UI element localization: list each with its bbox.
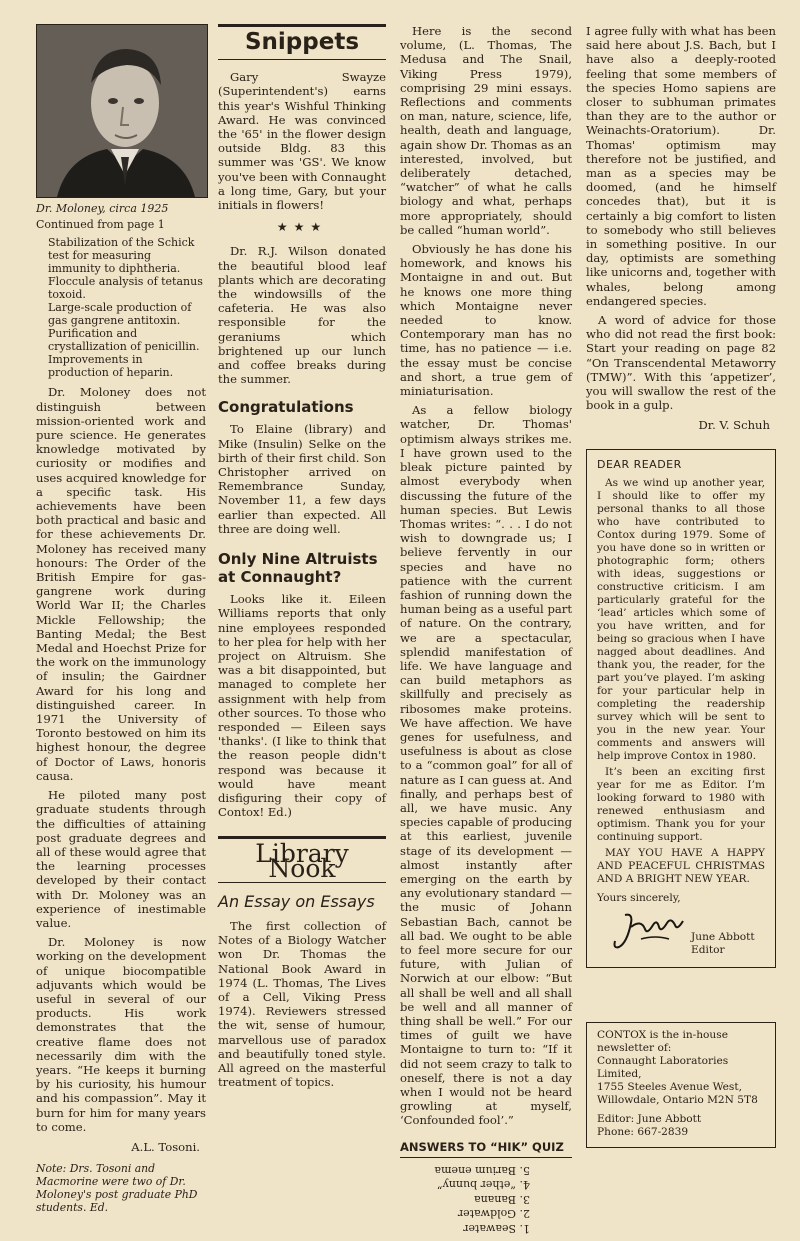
body-paragraph: He piloted many post graduate students through the difficulties of attaining post graduate degrees and all of these would agree that the learning processes developed by their contact with Dr. Moloney was an experience of inestimable value.: [36, 788, 206, 930]
moloney-portrait-photo: [36, 24, 208, 198]
author-signature: A.L. Tosoni.: [131, 1139, 200, 1154]
column-schuh: [586, 24, 776, 1148]
list-item: Large-scale production of gas gangrene antitoxin.: [48, 301, 192, 328]
body-paragraph: The first collection of Notes of a Biology Watcher won Dr. Thomas the National Book Award in 1974 (L. Thomas, The Lives of a Cell, Viking Press 1974). Reviewers stressed the wit, sense of humour, marvellous use of paradox and beautifully toned style. All agreed on the masterful treatment of topics.: [218, 918, 386, 1090]
congratulations-heading: Congratulations: [218, 398, 354, 417]
list-item: Stabilization of the Schick test for measuring immunity to diphtheria.: [48, 236, 195, 276]
list-item: Purification and crystallization of penicillin.: [48, 327, 200, 354]
body-paragraph: A word of advice for those who did not read the first book: Start your reading on page 82 “On Transcendental Metaworry (TMW)”. With this ‘appetizer’, you will swallow the rest of the book in a gulp.: [586, 313, 776, 413]
list-item: 5. Barium enema: [434, 1163, 530, 1177]
altruists-heading: Only Nine Altruists at Connaught?: [218, 550, 378, 587]
body-paragraph: Obviously he has done his homework, and knows his Montaigne in and out. But he knows one more thing which Montaigne never needed to know. Contemporary man has no time, has no patience — i.e. the essay must be concise and short, a true gem of miniaturisation.: [400, 242, 572, 399]
column-essay: [400, 24, 572, 1241]
address-line: Willowdale, Ontario M2N 5T8: [597, 1093, 758, 1106]
library-nook-title: Library Nook: [255, 839, 349, 883]
dear-reader-box: [586, 449, 776, 968]
body-paragraph: Dr. Moloney does not distinguish between mission-oriented work and pure science. He generates knowledge motivated by curiosity or modifies and uses acquired knowledge for a specific task. His achievements have been both practical and basic and for these achievements Dr. Moloney has received many honours: The Order of the British Empire for gas-gangrene work during World War II; the Charles Mickle Fellowship; the Banting Medal; the Best Medal and Hoechst Prize for the work on the immunology of insulin; the Gairdner Award for his long and distinguished career. In 1971 the University of Toronto bestowed on him its highest honour, the degree of Doctor of Laws, honoris causa.: [36, 385, 206, 783]
list-item: Floccule analysis of tetanus toxoid.: [48, 275, 203, 302]
continued-note: Continued from page 1: [36, 218, 165, 232]
list-item: 2. Goldwater: [457, 1207, 530, 1221]
photo-caption: Dr. Moloney, circa 1925: [36, 202, 169, 215]
phone-line: Phone: 667-2839: [597, 1125, 689, 1138]
body-paragraph: Gary Swayze (Superintendent's) earns this year's Wishful Thinking Award. He was convinced the '65' in the flower design outside Bldg. 83 this summer was 'GS'. We know you've been with Connaught a long time, Gary, but your initials in flowers!: [218, 70, 386, 213]
editor-note: Note: Drs. Tosoni and Macmorine were two of Dr. Moloney's post graduate PhD students. Ed.: [36, 1162, 198, 1215]
body-paragraph: Looks like it. Eileen Williams reports that only nine employees responded to her plea for help with her project on Altruism. She was a bit disappointed, but managed to complete her assignment with help from other sources. To those who responded — Eileen says 'thanks'. (I like to think that the reason people didn't respond was because it would have meant disfiguring their copy of Contox! Ed.): [218, 592, 386, 820]
column-snippets: [218, 24, 386, 1094]
contox-info-box: [586, 1022, 776, 1148]
newsletter-description: CONTOX is the in-house newsletter of:: [597, 1028, 728, 1054]
column-moloney: [36, 24, 206, 1214]
dear-reader-heading: DEAR READER: [597, 457, 682, 471]
body-paragraph: I agree fully with what has been said here about J.S. Bach, but I have also a deeply-rooted feeling that some members of the species Homo sapiens are closer to subhuman primates than they are to the author or Weinachts-Oratorium). Dr. Thomas' optimism may therefore not be justified, and man as a species may be doomed, (and he himself concedes that), but it is certainly a big comfort to listen to somebody who still believes in something positive. In our day, optimists are something like unicorns and, together with whales, belong among endangered species.: [586, 24, 776, 308]
holiday-greeting: MAY YOU HAVE A HAPPY AND PEACEFUL CHRISTMAS AND A BRIGHT NEW YEAR.: [597, 846, 765, 885]
essay-subheading: An Essay on Essays: [218, 891, 375, 911]
body-paragraph: As we wind up another year, I should like to offer my personal thanks to all those who have contributed to Contox during 1979. Some of you have done so in written or photographic form; others with ideas, suggestions or constructive criticism. I am particularly grateful for the ‘lead’ articles which some of you have written, and for being so gracious when I have nagged about deadlines. And thank you, the reader, for the part you’ve played. I’m asking for your particular help in completing the readership survey which will be sent to you in the new year. Your comments and answers will help improve Contox in 1980.: [597, 476, 765, 762]
company-name: Connaught Laboratories Limited,: [597, 1054, 729, 1080]
editor-name: June Abbott: [691, 930, 755, 943]
body-paragraph: To Elaine (library) and Mike (Insulin) Selke on the birth of their first child. Son Christopher arrived on Remembrance Sunday, November 11, a few days earlier than expected. All three are doing well.: [218, 422, 386, 536]
quiz-answers-upside-down: [400, 1158, 572, 1241]
editor-line: Editor: June Abbott: [597, 1112, 702, 1125]
closing-line: Yours sincerely,: [597, 891, 681, 904]
address-line: 1755 Steeles Avenue West,: [597, 1080, 742, 1093]
list-item: 4. “ether bunny”: [436, 1178, 530, 1192]
section-stars: ★★★: [276, 220, 328, 235]
body-paragraph: Here is the second volume, (L. Thomas, The Medusa and The Snail, Viking Press 1979), comprising 29 mini essays. Reflections and comments on man, nature, science, life, health, death and language, again show Dr. Thomas as an interested, involved, but deliberately detached, “watcher” of what he calls biology and what, perhaps more appropriately, should be called “human world”.: [400, 24, 572, 237]
snippets-title: Snippets: [244, 29, 360, 55]
body-paragraph: It’s been an exciting first year for me as Editor. I’m looking forward to 1980 with renewed enthusiasm and optimism. Thank you for your continuing support.: [597, 765, 765, 843]
handwritten-signature-icon: [611, 909, 691, 953]
body-paragraph: Dr. Moloney is now working on the development of unique biocompatible adjuvants which would be useful in several of our products. His work demonstrates that the creative flame does not necessarily dim with the years. “He keeps it burning by his curiosity, his humour and his compassion”. May it burn for him for many years to come.: [36, 935, 206, 1134]
author-signature: Dr. V. Schuh: [698, 418, 770, 433]
list-item: Improvements in production of heparin.: [48, 353, 174, 380]
editor-role: Editor: [691, 943, 725, 956]
list-item: 3. Banana: [474, 1192, 530, 1206]
list-item: 1. Seawater: [463, 1221, 530, 1235]
body-paragraph: Dr. R.J. Wilson donated the beautiful blood leaf plants which are decorating the windowsills of the cafeteria. He was also responsible for the geraniums which brightened up our lunch and coffee breaks during the summer.: [218, 244, 386, 387]
body-paragraph: As a fellow biology watcher, Dr. Thomas' optimism always strikes me. I have grown used to the bleak picture painted by almost everybody when discussing the future of the human species. But Lewis Thomas writes: “. . . I do not wish to downgrade us; I believe fervently in our species and have no patience with the current fashion of running down the human being as a useful part of nature. On the contrary, we are a spectacular, splendid manifestation of life. We have language and can build metaphors as skillfully and precisely as ribosomes make proteins. We have affection. We have genes for usefulness, and usefulness is about as close to a “common goal” for all of nature as I can guess at. And finally, and perhaps best of all, we have music. Any species capable of producing at this earliest, juvenile stage of its development — almost instantly after emerging on the earth by any evolutionary standard — the music of Johann Sebastian Bach, cannot be all bad. We ought to be able to feel more secure for our future, with Julian of Norwich at our elbow: “But all shall be well and all shall be well and all manner of thing shall be well.” For our times of guilt we have Montaigne to turn to: “If it did not seem crazy to talk to oneself, there is not a day when I would not be heard growling at myself, ‘Confounded fool’.”: [400, 403, 572, 1128]
quiz-answers-heading: ANSWERS TO “HIK” QUIZ: [400, 1140, 572, 1158]
achievements-list: [48, 236, 206, 379]
editor-signature-block: [597, 909, 765, 957]
